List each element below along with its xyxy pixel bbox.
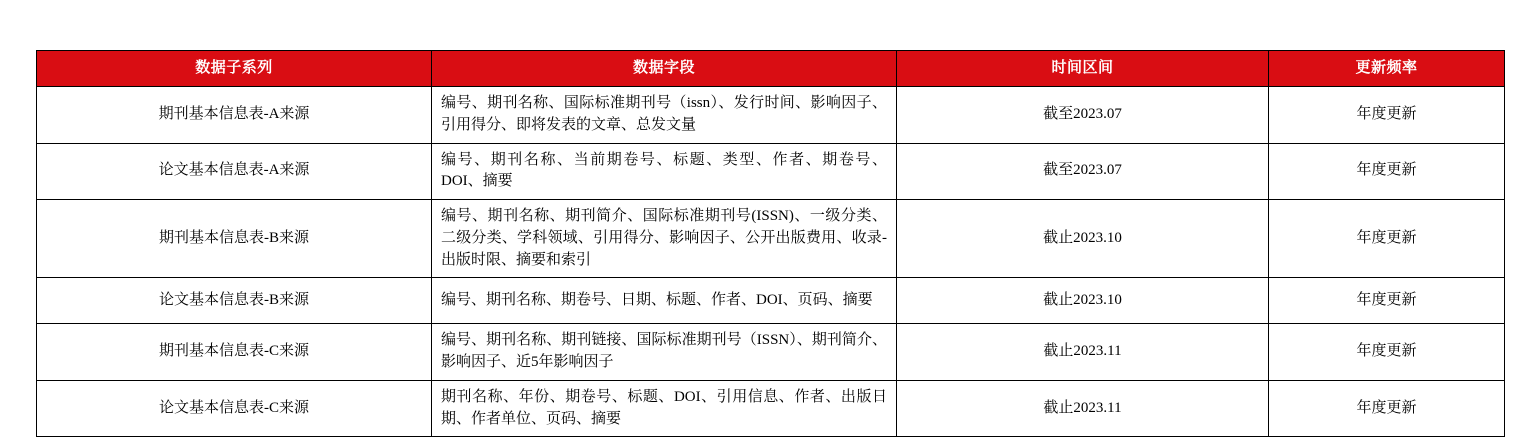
cell-data-fields: 编号、期刊名称、当前期卷号、标题、类型、作者、期卷号、DOI、摘要: [432, 143, 897, 200]
table-row: [37, 278, 1505, 324]
cell-time-range: 截止2023.10: [897, 200, 1269, 278]
cell-data-subseries: 论文基本信息表-A来源: [37, 143, 432, 200]
cell-data-fields: 期刊名称、年份、期卷号、标题、DOI、引用信息、作者、出版日期、作者单位、页码、摘要: [432, 380, 897, 437]
column-header-update-frequency: 更新频率: [1269, 51, 1505, 87]
cell-time-range: 截止2023.11: [897, 380, 1269, 437]
column-header-data-subseries: 数据子系列: [37, 51, 432, 87]
cell-data-subseries: 论文基本信息表-B来源: [37, 278, 432, 324]
column-header-data-fields: 数据字段: [432, 51, 897, 87]
table-row: [37, 380, 1505, 437]
cell-data-fields: 编号、期刊名称、期刊简介、国际标准期刊号(ISSN)、一级分类、二级分类、学科领域、引用得分、影响因子、公开出版费用、收录-出版时限、摘要和索引: [432, 200, 897, 278]
data-series-table-container: [36, 50, 1504, 437]
cell-data-subseries: 期刊基本信息表-B来源: [37, 200, 432, 278]
cell-update-frequency: 年度更新: [1269, 143, 1505, 200]
table-row: [37, 87, 1505, 144]
cell-data-fields: 编号、期刊名称、国际标准期刊号（issn）、发行时间、影响因子、引用得分、即将发表的文章、总发文量: [432, 87, 897, 144]
cell-update-frequency: 年度更新: [1269, 380, 1505, 437]
cell-data-fields: 编号、期刊名称、期刊链接、国际标准期刊号（ISSN）、期刊简介、影响因子、近5年影响因子: [432, 324, 897, 381]
table-row: [37, 324, 1505, 381]
cell-update-frequency: 年度更新: [1269, 324, 1505, 381]
cell-time-range: 截至2023.07: [897, 143, 1269, 200]
table-head: [37, 51, 1505, 87]
cell-update-frequency: 年度更新: [1269, 200, 1505, 278]
data-series-table: [36, 50, 1505, 437]
column-header-time-range: 时间区间: [897, 51, 1269, 87]
cell-data-subseries: 期刊基本信息表-C来源: [37, 324, 432, 381]
cell-data-subseries: 论文基本信息表-C来源: [37, 380, 432, 437]
table-row: [37, 143, 1505, 200]
cell-update-frequency: 年度更新: [1269, 87, 1505, 144]
table-row: [37, 200, 1505, 278]
cell-time-range: 截止2023.10: [897, 278, 1269, 324]
table-header-row: [37, 51, 1505, 87]
cell-update-frequency: 年度更新: [1269, 278, 1505, 324]
cell-time-range: 截止2023.11: [897, 324, 1269, 381]
table-body: [37, 87, 1505, 437]
cell-time-range: 截至2023.07: [897, 87, 1269, 144]
cell-data-fields: 编号、期刊名称、期卷号、日期、标题、作者、DOI、页码、摘要: [432, 278, 897, 324]
cell-data-subseries: 期刊基本信息表-A来源: [37, 87, 432, 144]
